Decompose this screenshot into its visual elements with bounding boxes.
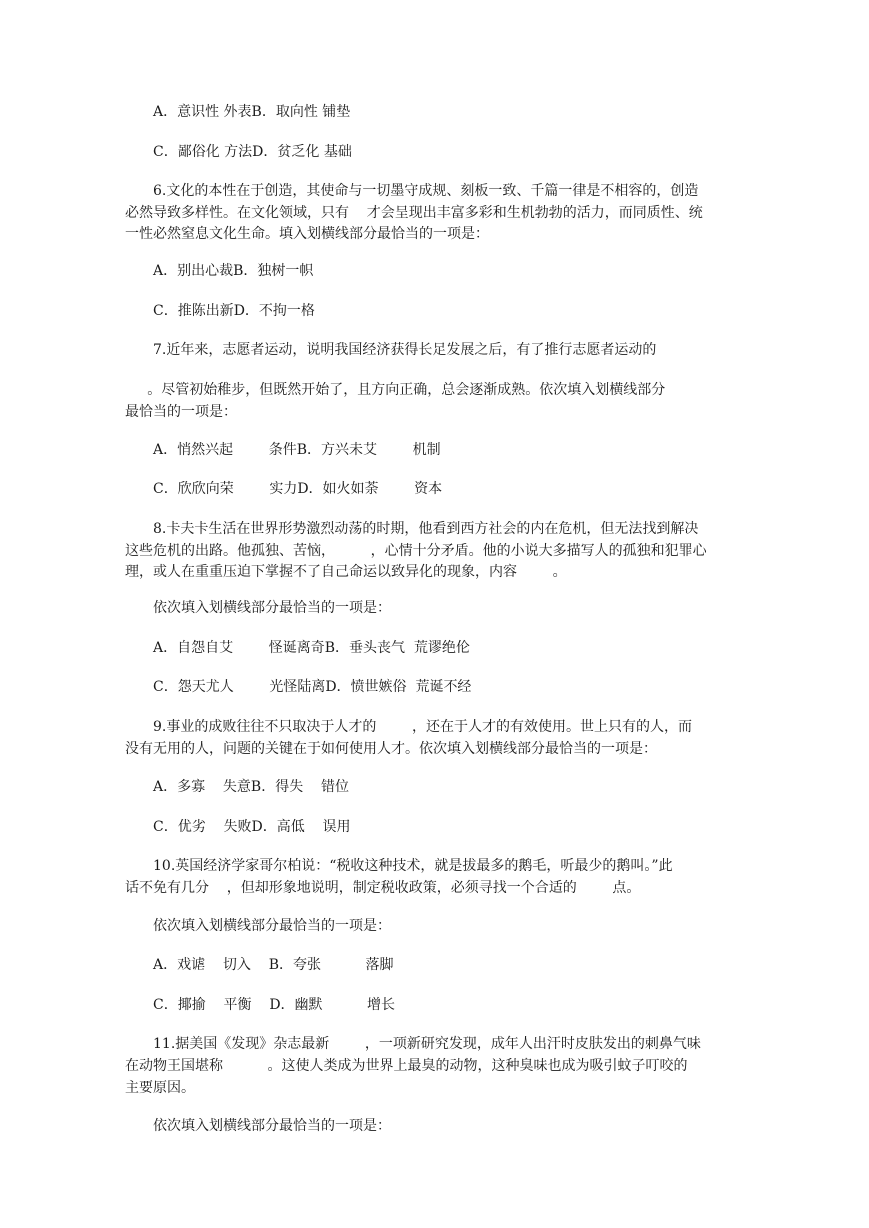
question-8-line-2: 这些危机的出路。他孤独、苦恼， ，心情十分矛盾。他的小说大多描写人的孤独和犯罪心 xyxy=(125,543,707,559)
option-line-7ab: A．悄然兴起 条件B．方兴未艾 机制 xyxy=(153,442,441,458)
option-line-5cd: C．鄙俗化 方法D．贫乏化 基础 xyxy=(153,144,352,160)
question-11-line-1: 11.据美国《发现》杂志最新 ，一项新研究发现，成年人出汗时皮肤发出的刺鼻气味 xyxy=(153,1036,701,1052)
question-11-line-3: 主要原因。 xyxy=(125,1080,195,1096)
question-10-line-1: 10.英国经济学家哥尔柏说：“税收这种技术，就是拔最多的鹅毛，听最少的鹅叫。”此 xyxy=(153,858,673,874)
option-line-9cd: C．优劣 失败D．高低 误用 xyxy=(153,819,351,835)
question-9-line-2: 没有无用的人，问题的关键在于如何使用人才。依次填入划横线部分最恰当的一项是： xyxy=(125,741,657,757)
question-7-line-2: 。尽管初始稚步，但既然开始了，且方向正确，总会逐渐成熟。依次填入划横线部分 xyxy=(125,382,666,398)
question-8-instruction: 依次填入划横线部分最恰当的一项是： xyxy=(153,600,391,616)
option-line-10cd: C．揶揄 平衡 D．幽默 增长 xyxy=(153,997,396,1013)
question-11-line-2: 在动物王国堪称 。这使人类成为世界上最臭的动物，这种臭味也成为吸引蚊子叮咬的 xyxy=(125,1058,688,1074)
question-7-line-3: 最恰当的一项是： xyxy=(125,404,237,420)
option-line-6ab: A．别出心裁B．独树一帜 xyxy=(153,263,314,279)
question-8-line-1: 8.卡夫卡生活在世界形势激烈动荡的时期，他看到西方社会的内在危机，但无法找到解决 xyxy=(153,521,699,537)
option-line-5ab: A．意识性 外表B．取向性 铺垫 xyxy=(153,104,351,120)
question-10-line-2: 话不免有几分 ，但却形象地说明，制定税收政策，必须寻找一个合适的 点。 xyxy=(125,880,641,896)
question-7-line-1: 7.近年来，志愿者运动，说明我国经济获得长足发展之后，有了推行志愿者运动的 xyxy=(153,342,657,358)
option-line-10ab: A．戏谑 切入 B．夸张 落脚 xyxy=(153,957,394,973)
question-11-instruction: 依次填入划横线部分最恰当的一项是： xyxy=(153,1118,391,1134)
question-6-line-2: 必然导致多样性。在文化领域，只有 才会呈现出丰富多彩和生机勃勃的活力，而同质性、统 xyxy=(125,205,703,221)
question-8-line-3: 理，或人在重重压迫下掌握不了自己命运以致异化的现象，内容 。 xyxy=(125,564,567,580)
option-line-6cd: C．推陈出新D．不拘一格 xyxy=(153,303,315,319)
question-10-instruction: 依次填入划横线部分最恰当的一项是： xyxy=(153,918,391,934)
option-line-8ab: A．自怨自艾 怪诞离奇B．垂头丧气 荒谬绝伦 xyxy=(153,640,470,656)
question-9-line-1: 9.事业的成败往往不只取决于人才的 ，还在于人才的有效使用。世上只有的人，而 xyxy=(153,719,692,735)
question-6-line-1: 6.文化的本性在于创造，其使命与一切墨守成规、刻板一致、千篇一律是不相容的，创造 xyxy=(153,183,699,199)
option-line-7cd: C．欣欣向荣 实力D．如火如荼 资本 xyxy=(153,481,443,497)
option-line-8cd: C．怨天尤人 光怪陆离D．愤世嫉俗 荒诞不经 xyxy=(153,679,472,695)
question-6-line-3: 一性必然窒息文化生命。填入划横线部分最恰当的一项是： xyxy=(125,226,489,242)
option-line-9ab: A．多寡 失意B．得失 错位 xyxy=(153,779,349,795)
